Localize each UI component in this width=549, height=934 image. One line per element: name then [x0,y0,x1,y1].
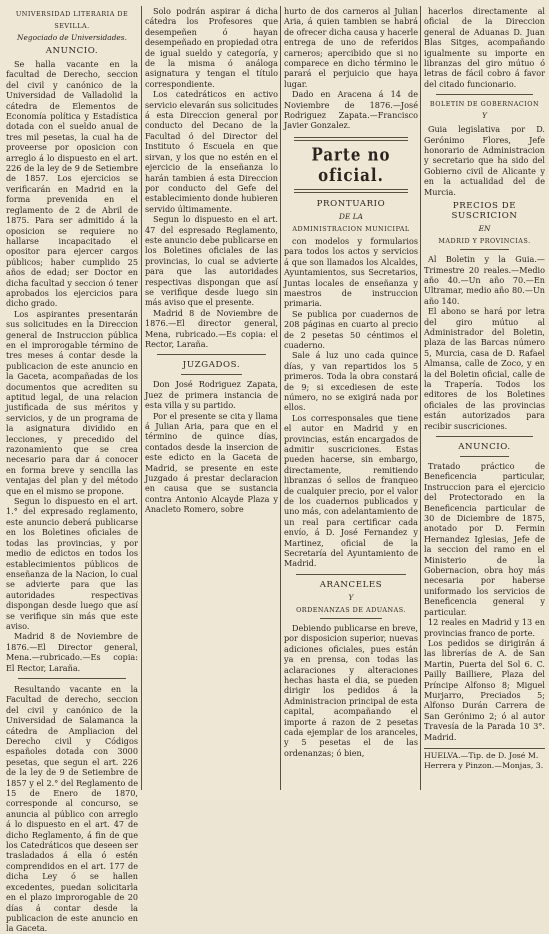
separator-rule [18,678,126,679]
section-heading: PRONTUARIO [316,198,386,209]
double-rule [294,189,408,193]
separator-rule [436,436,533,437]
paragraph: El abono se hará por letra del giro mútuo al Administrador del Boletin, plaza de las Barcas número 5, Murcia, casa de D. Rafael Almansa, calle de Zoco, y en la del Boletin oficial, calle de la Trapería. Todos los editores de los Boletines oficiales de las provincias están autorizados para recibir suscriciones. [424,306,545,431]
separator-rule [181,374,242,375]
paragraph: Guia legislativa por D. Gerónimo Flores, Jefe honorario de Administracion y secretario que ha sido del Gobierno civil de Alicante y en la actualidad del de Murcia. [424,124,545,197]
section-heading: JUZGADOS. [182,360,241,371]
paragraph: Los aspirantes presentarán sus solicitudes en la Direccion general de Instruccion pública en el improrogable término de tres meses á contar desde la publicacion de este anuncio en la Gaceta, acompañadas de los documentos que acrediten su aptitud legal, de una relacion justificada de sus méritos y servicios, y de un programa de la asignatura dividido en lecciones, y precedido del razonamiento que se crea necesario para dar á conocer en forma breve y sencilla las ventajas del plan y del método que en el mismo se propone. [6,308,138,496]
section-heading: MADRID Y PROVINCIAS. [438,237,531,246]
section-heading: SEVILLA. [54,22,90,30]
printer-imprint: HUELVA.—Tip. de D. José M. Herrera y Pinzon.—Monjas, 3. [424,748,545,771]
section-title: Parte no oficial. [311,144,391,186]
column-3 [284,6,418,790]
section-heading: ADMINISTRACION MUNICIPAL [292,224,410,233]
column-4 [424,6,545,790]
separator-rule [320,618,382,619]
subheading: Y [482,111,487,121]
paragraph: Los pedidos se dirigirán á las librerías de A. de San Martin, Puerta del Sol 6. C. Pailly Bailliere, Plaza del Príncipe Alfonso 8; Miguel Murjarro, Preciados 5; Alfonso Durán Carrera de San Gerónimo 2; ó al autor Travesía de la Parada 10 3°. Madrid. [424,637,545,742]
paragraph: Al Boletin y la Guia.—Trimestre 20 reales.—Medio año 40.—Un año 70.—En Ultramar, medio año 80.—Un año 140. [424,254,545,306]
paragraph: Por el presente se cita y llama á Julian Aria, para que en el término de quince días, contados desde la insercion de este edicto en la Gaceta de Madrid, se presente en este Juzgado á prestar declaracion en causa que se sustancia contra Antonio Alcayde Plaza y Anacleto Romero, sobre [145,410,278,515]
separator-rule [436,94,533,95]
subheading: EN [478,224,491,234]
paragraph: Se halla vacante en la facultad de Derecho, seccion del civil y canónico de la Universidad de Valladolid la cátedra de Elementos de Economía política y Estadística dotada con el sueldo anual de tres mil pesetas, la cual ha de proveerse por oposicion con arreglo á lo dispuesto en el art. 226 de la ley de 9 de Setiembre de 1857. Los ejercicios se verificarán en Madrid en la forma prevenida en el reglamento de 2 de Abril de 1875. Para ser admitido á la oposicion se requiere no hallarse incapacitado el opositor para ejercer cargos públicos; haber cumplido 25 años de edad; ser Doctor en dicha facultad y seccion ó tener aprobados los ejercicios para dicho grado. [6,59,138,309]
double-rule [294,137,408,141]
section-heading: BOLETIN DE GOBERNACION [429,100,540,109]
column-2 [145,6,278,790]
subheading: Y [348,592,354,602]
column-rule [280,6,281,790]
paragraph: Se publica por cuadernos de 208 páginas en cuarto al precio de 2 pesetas 50 céntimos el cuaderno. [284,308,418,350]
separator-rule [157,354,266,355]
section-heading: PRECIOS DE SUSCRICION [451,201,518,222]
paragraph: Debiendo publicarse en breve, por disposicion superior, nuevas adiciones oficiales, pues están ya en prensa, con todas las aclaraciones y alteraciones hechas hasta el dia, se pueden dirigir los pedidos á la Administracion principal de esta capital, acompañando el importe á razon de 2 pesetas cada ejemplar de los aranceles, y 5 pesetas el de las ordenanzas; ó bien, [284,622,418,758]
paragraph: Tratado práctico de Beneficencia particular, Instruccion para el ejercicio del Protectorado en la Beneficencia particular de 30 de Diciembre de 1875, anotado por D. Fermin Hernandez Iglesias, Jefe de la seccion del ramo en el Ministerio de la Gobernacion, obra hoy más necesaria por haberse uniformado los servicios de Beneficencia general y particular. [424,461,545,617]
paragraph: Dado en Aracena á 14 de Noviembre de 1876.—José Rodriguez Zapata.—Francisco Javier Gonzalez. [284,89,418,131]
section-heading: ANUNCIO. [458,442,511,452]
paragraph: Madrid 8 de Noviembre de 1876.—El Director general, Mena.—rubricado.—Es copia: El Rector, Laraña. [6,631,138,673]
section-heading: ANUNCIO. [45,46,99,56]
paragraph: con modelos y formularios para todos los actos y servicios á que son llamados los Alcaldes, Ayuntamientos, sus Secretarios, Juntas locales de enseñanza y maestros de instruccion primaria. [284,235,418,309]
paragraph: hacerlos directamente al oficial de la Direccion general de Aduanas D. Juan Blas Sitges, acompañando igualmente su importe en libranzas del giro mútuo ó letras de fácil cobro á favor del citado funcionario. [424,6,545,89]
paragraph: Sale á luz uno cada quince días, y van repartidos los 5 primeros. Toda la obra constará de 9; si excediesen de este número, no se exigirá nada por ellos. [284,350,418,413]
paragraph: Segun lo dispuesto en el art. 1.° del expresado reglamento, este anuncio deberá publicarse en los Boletines oficiales de todas las provincias, y por medio de edictos en todos los establecimientos públicos de enseñanza de la Nacion, lo cual se advierte para que las autoridades respectivas dispongan desde luego que así se verifique sin más que este aviso. [6,496,138,631]
paragraph: hurto de dos carneros al Julian Aria, á quien tambien se habrá de ofrecer dicha causa y hacerle entrega de uno de referidos carneros; apercibido que si no comparece en dicho término le parará el perjuicio que haya lugar. [284,6,418,89]
paragraph: Resultando vacante en la Facultad de derecho, seccion del civil y canónico de la Universidad de Salamanca la cátedra de Ampliacion del Derecho civil y Códigos españoles dotada con 3000 pesetas, que segun el art. 226 de la ley de 9 de Setiembre de 1857 y el 2.° del Reglamento de 15 de Enero de 1870, corresponde al concurso, se anuncia al público con arreglo á lo dispuesto en el art. 47 de dicho Reglamento, á fin de que los Catedráticos que deseen ser trasladados á ella ó estén comprendidos en el art. 177 de dicha Ley ó se hallen excedentes, puedan solicitarla en el plazo improrogable de 20 días á contar desde la publicacion de este anuncio en la Gaceta. [6,683,138,934]
paragraph: Don José Rodriguez Zapata, Juez de primera instancia de esta villa y su partido. [145,379,278,411]
separator-rule [460,456,509,457]
subheading: DE LA [339,211,363,221]
paragraph: Los corresponsales que tiene el autor en Madrid y en provincias, están encargados de admitir suscriciones. Estas pueden hacerse, sin embargo, directamente, remitiendo libranzas ó sellos de franqueo de cualquier precio, por el valor de los cuadernos publicados y uno más, con adelantamiento de un real para certificar cada envío, á D. José Fernandez y Martinez, oficial de la Secretaría del Ayuntamiento de Madrid. [284,412,418,569]
separator-rule [460,249,509,250]
paragraph: Los catedráticos en activo servicio elevarán sus solicitudes á esta Direccion general por conducto del Decano de la Facultad ó del Director del Instituto ó Escuela en que sirvan, y los que no estén en el ejercicio de la enseñanza lo harán tambien á esta Direccion por conducto del Gefe del establecimiento donde hubieren servido últimamente. [145,89,278,214]
section-heading: ARANCELES [319,579,383,590]
column-rule [420,6,421,790]
paragraph: Solo podrán aspirar á dicha cátedra los Profesores que desempeñen ó hayan desempeñado en propiedad otra de igual sueldo y categoría, y de la misma ó análoga asignatura y tengan el título correspondiente. [145,6,278,89]
column-1 [6,6,138,934]
column-rule [141,6,142,790]
section-heading: UNIVERSIDAD LITERARIA DE [15,10,129,18]
subheading: Negociado de Universidades. [17,33,127,42]
paragraph: Madrid 8 de Noviembre de 1876.—El director general, Mena, rubricado.—Es copia: el Rector, Laraña. [145,307,278,349]
paragraph: 12 reales en Madrid y 13 en provincias franco de porte. [424,617,545,638]
section-heading: ORDENANZAS DE ADUANAS. [296,605,406,614]
separator-rule [296,574,406,575]
paragraph: Segun lo dispuesto en el art. 47 del espresado Reglamento, este anuncio debe publicarse en los Boletines oficiales de las provincias, lo cual se advierte para que las autoridades respectivas dispongan que así se verifique desde luego sin más aviso que el presente. [145,214,278,308]
